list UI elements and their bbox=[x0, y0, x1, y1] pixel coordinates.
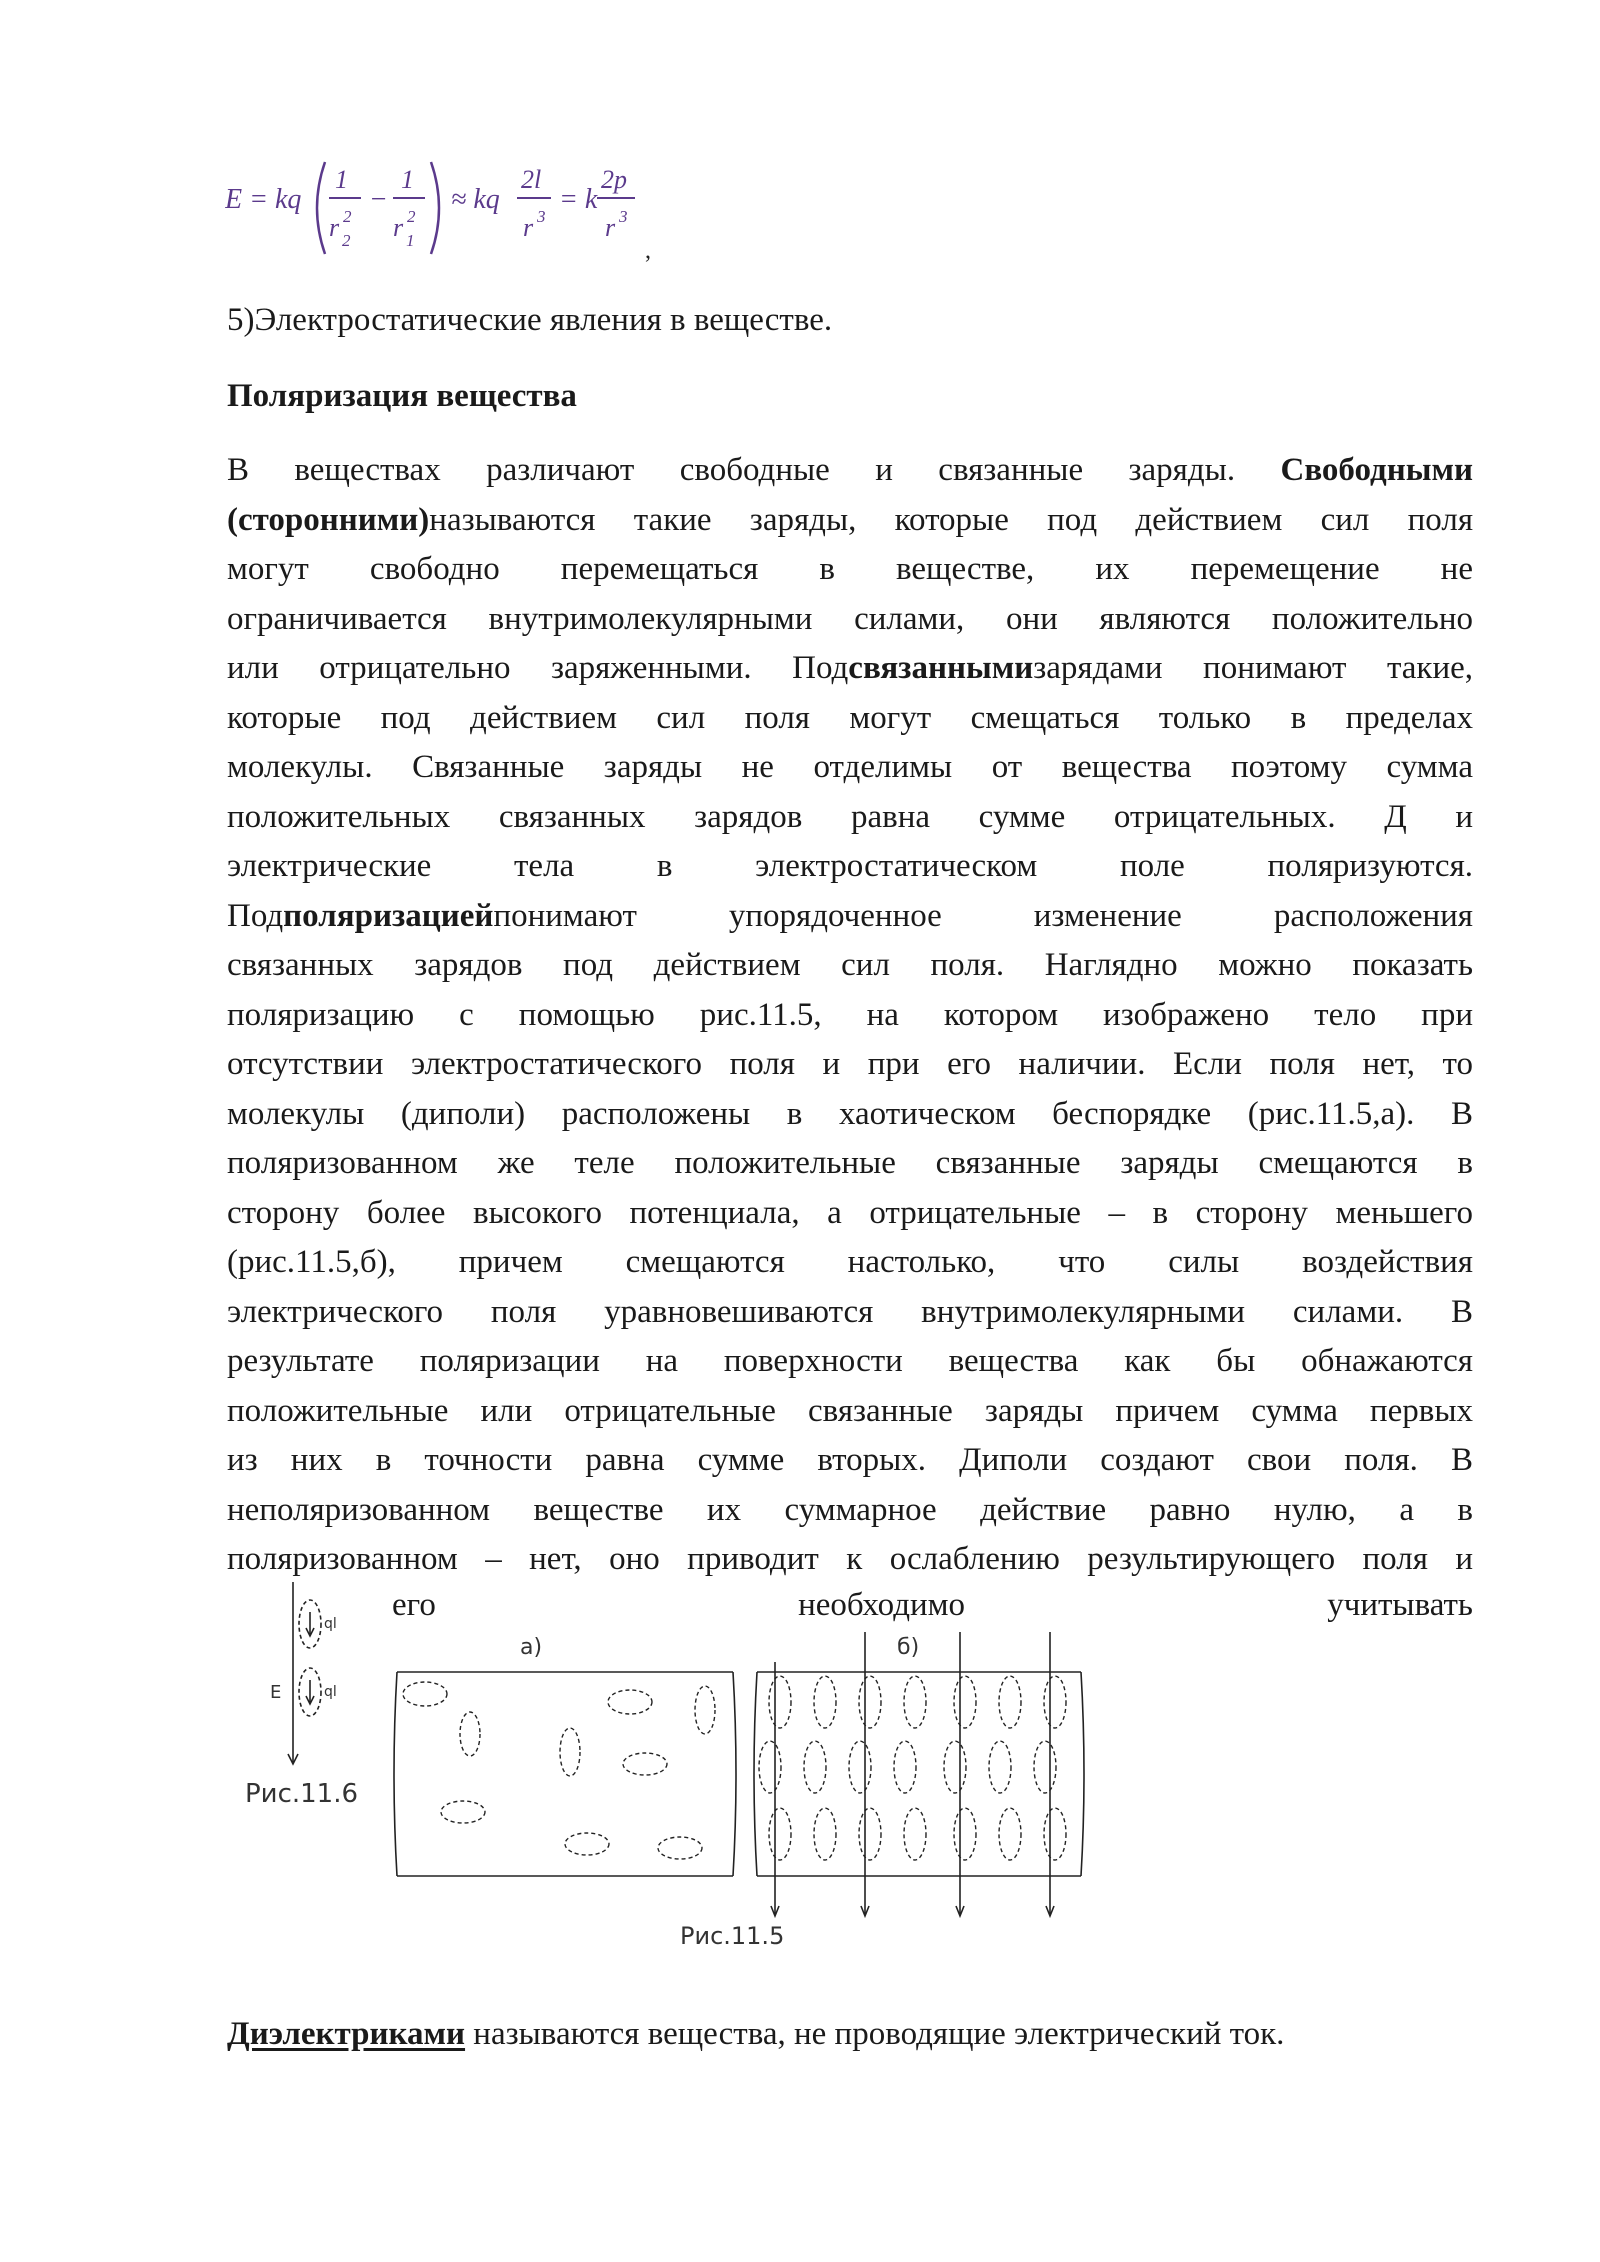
paragraph-line bbox=[227, 793, 1473, 843]
polarized-dipole bbox=[999, 1676, 1021, 1728]
wrapped-line bbox=[392, 1581, 1473, 1631]
molecule-dipole bbox=[403, 1682, 447, 1706]
polarized-dipole bbox=[849, 1741, 871, 1793]
formula-frac3-den: r bbox=[523, 213, 534, 242]
formula-frac2-den: r bbox=[393, 213, 404, 242]
text-run: называются такие заряды, которые под действием сил поля bbox=[429, 501, 1473, 538]
figures-11-5-11-6 bbox=[225, 1582, 1095, 1974]
formula-frac1-num: 1 bbox=[335, 165, 348, 194]
paragraph-line bbox=[227, 743, 1473, 793]
paragraph-line bbox=[227, 1436, 1473, 1486]
paragraph-line bbox=[227, 1486, 1473, 1536]
paragraph-line bbox=[227, 1189, 1473, 1239]
formula-frac1-den-sub: 2 bbox=[342, 231, 351, 250]
polarized-dipole bbox=[954, 1808, 976, 1860]
formula-frac4-num: 2p bbox=[601, 165, 627, 194]
polarized-dipole bbox=[894, 1741, 916, 1793]
formula-lhs: E = kq bbox=[225, 184, 302, 215]
polarized-dipole bbox=[999, 1808, 1021, 1860]
text-run: отсутствии электростатического поля и при его наличии. Если поля нет, то bbox=[227, 1046, 1473, 1082]
paragraph-line bbox=[227, 1387, 1473, 1437]
polarization-heading: Поляризация вещества bbox=[227, 378, 577, 414]
fig6-field-label: E bbox=[270, 1682, 282, 1703]
formula-minus: − bbox=[369, 184, 388, 215]
formula-frac2-den-sup: 2 bbox=[407, 207, 416, 226]
paragraph-line bbox=[227, 644, 1473, 694]
panel-a-label: а) bbox=[520, 1635, 543, 1660]
text-run: Под bbox=[227, 897, 284, 934]
text-run: положительных связанных зарядов равна сумме отрицательных. Д и bbox=[227, 798, 1473, 835]
paragraph-line bbox=[227, 545, 1473, 595]
molecule-dipole bbox=[658, 1837, 702, 1859]
polarized-dipole bbox=[804, 1741, 826, 1793]
polarized-dipole bbox=[904, 1808, 926, 1860]
paragraph-line bbox=[227, 1238, 1473, 1288]
text-run: из них в точности равна сумме вторых. Диполи создают свои поля. В bbox=[227, 1442, 1473, 1478]
text-run: молекулы. Связанные заряды не отделимы от вещества поэтому сумма bbox=[227, 749, 1473, 785]
paragraph-line bbox=[227, 941, 1473, 991]
polarized-dipole bbox=[859, 1808, 881, 1860]
text-run: электрические тела в электростатическом поле поляризуются. bbox=[227, 848, 1473, 884]
polarized-dipole bbox=[769, 1676, 791, 1728]
paragraph-line bbox=[227, 991, 1473, 1041]
dielectrics-definition: называются вещества, не проводящие электрический ток. bbox=[465, 2016, 1285, 2052]
polarized-dipole bbox=[954, 1676, 976, 1728]
text-run: молекулы (диполи) расположены в хаотическом беспорядке (рис.11.5,а). В bbox=[227, 1095, 1473, 1132]
panel-b-label: б) bbox=[897, 1635, 920, 1660]
molecule-dipole bbox=[565, 1833, 609, 1855]
text-run: положительные или отрицательные связанные заряды причем сумма первых bbox=[227, 1392, 1473, 1429]
bold-term: Свободными bbox=[1280, 452, 1473, 488]
formula-frac2-den-sub: 1 bbox=[406, 231, 415, 250]
paragraph-line bbox=[227, 1288, 1473, 1338]
paragraph-line bbox=[227, 496, 1473, 546]
wrapped-word: необходимо bbox=[798, 1587, 966, 1623]
molecule-dipole bbox=[560, 1728, 580, 1776]
formula-frac4-den-sup: 3 bbox=[619, 207, 628, 226]
fig5-caption: Рис.11.5 bbox=[680, 1922, 785, 1950]
bold-term: (сторонними) bbox=[227, 501, 430, 538]
polarized-dipole bbox=[1044, 1808, 1066, 1860]
bold-term: связанными bbox=[848, 650, 1034, 686]
paragraph-line bbox=[227, 694, 1473, 744]
formula-frac3-den-sup: 3 bbox=[537, 207, 546, 226]
text-run: неполяризованном веществе их суммарное действие равно нулю, а в bbox=[227, 1491, 1473, 1528]
formula-eq: = k bbox=[559, 184, 598, 215]
formula-frac2-num: 1 bbox=[401, 165, 414, 194]
text-run: которые под действием сил поля могут смещаться только в пределах bbox=[227, 699, 1473, 736]
text-run: сторону более высокого потенциала, а отрицательные – в сторону меньшего bbox=[227, 1194, 1473, 1231]
paragraph-line bbox=[227, 595, 1473, 645]
text-run: связанных зарядов под действием сил поля. Наглядно можно показать bbox=[227, 947, 1473, 983]
text-run: электрического поля уравновешиваются внутримолекулярными силами. В bbox=[227, 1293, 1473, 1330]
formula-frac3-num: 2l bbox=[521, 165, 542, 194]
dielectrics-term: Диэлектриками bbox=[227, 2016, 466, 2052]
text-run: поляризацию с помощью рис.11.5, на котором изображено тело при bbox=[227, 996, 1473, 1033]
polarized-dipole bbox=[769, 1808, 791, 1860]
molecule-dipole bbox=[441, 1801, 485, 1823]
electric-field-formula bbox=[225, 150, 675, 270]
text-run: могут свободно перемещаться в веществе, их перемещение не bbox=[227, 551, 1473, 587]
formula-trailing-comma: , bbox=[645, 238, 651, 264]
text-run: или отрицательно заряженными. Под bbox=[227, 650, 849, 686]
paragraph-line bbox=[227, 1337, 1473, 1387]
formula-approx: ≈ kq bbox=[451, 184, 500, 215]
formula-frac1-den: r bbox=[329, 213, 340, 242]
polarized-dipole bbox=[944, 1741, 966, 1793]
text-run: поляризованном же теле положительные связанные заряды смещаются в bbox=[227, 1145, 1473, 1181]
molecule-dipole bbox=[695, 1686, 715, 1734]
text-run: В веществах различают свободные и связанные заряды. bbox=[227, 452, 1281, 488]
polarized-dipole bbox=[759, 1741, 781, 1793]
wrapped-word: его bbox=[392, 1587, 436, 1623]
formula-frac1-den-sup: 2 bbox=[343, 207, 352, 226]
fig6-dipole-label-2: ql bbox=[324, 1684, 337, 1700]
paragraph-line bbox=[227, 446, 1473, 496]
molecule-dipole bbox=[623, 1753, 667, 1775]
text-run: (рис.11.5,б), причем смещаются настолько, что силы воздействия bbox=[227, 1244, 1473, 1280]
polarized-dipole bbox=[989, 1741, 1011, 1793]
text-run: ограничивается внутримолекулярными силами, они являются положительно bbox=[227, 600, 1473, 637]
paragraph-line bbox=[227, 1090, 1473, 1140]
formula-frac4-den: r bbox=[605, 213, 616, 242]
text-run: поляризованном – нет, оно приводит к ослаблению результирующего поля и bbox=[227, 1541, 1473, 1577]
paragraph-line bbox=[227, 892, 1473, 942]
main-paragraph bbox=[227, 446, 1473, 1585]
bold-term: поляризацией bbox=[283, 897, 494, 934]
molecule-dipole bbox=[460, 1712, 480, 1756]
fig6-dipole-label-1: ql bbox=[324, 1616, 337, 1632]
polarized-dipole bbox=[814, 1808, 836, 1860]
fig6-caption: Рис.11.6 bbox=[245, 1779, 359, 1809]
paragraph-line bbox=[227, 842, 1473, 892]
polarized-dipole bbox=[859, 1676, 881, 1728]
polarized-dipole bbox=[904, 1676, 926, 1728]
text-run: зарядами понимают такие, bbox=[1033, 650, 1474, 686]
polarized-dipole bbox=[1044, 1676, 1066, 1728]
polarized-dipole bbox=[814, 1676, 836, 1728]
paragraph-line bbox=[227, 1040, 1473, 1090]
section-title: 5)Электростатические явления в веществе. bbox=[227, 302, 833, 338]
paragraph-line bbox=[227, 1535, 1473, 1585]
wrapped-word: учитывать bbox=[1327, 1587, 1473, 1623]
molecule-dipole bbox=[608, 1690, 652, 1714]
polarized-dipole bbox=[1034, 1741, 1056, 1793]
paragraph-line bbox=[227, 1139, 1473, 1189]
text-run: результате поляризации на поверхности вещества как бы обнажаются bbox=[227, 1343, 1473, 1379]
text-run: понимают упорядоченное изменение расположения bbox=[493, 897, 1473, 934]
closing-sentence bbox=[227, 2012, 1284, 2056]
